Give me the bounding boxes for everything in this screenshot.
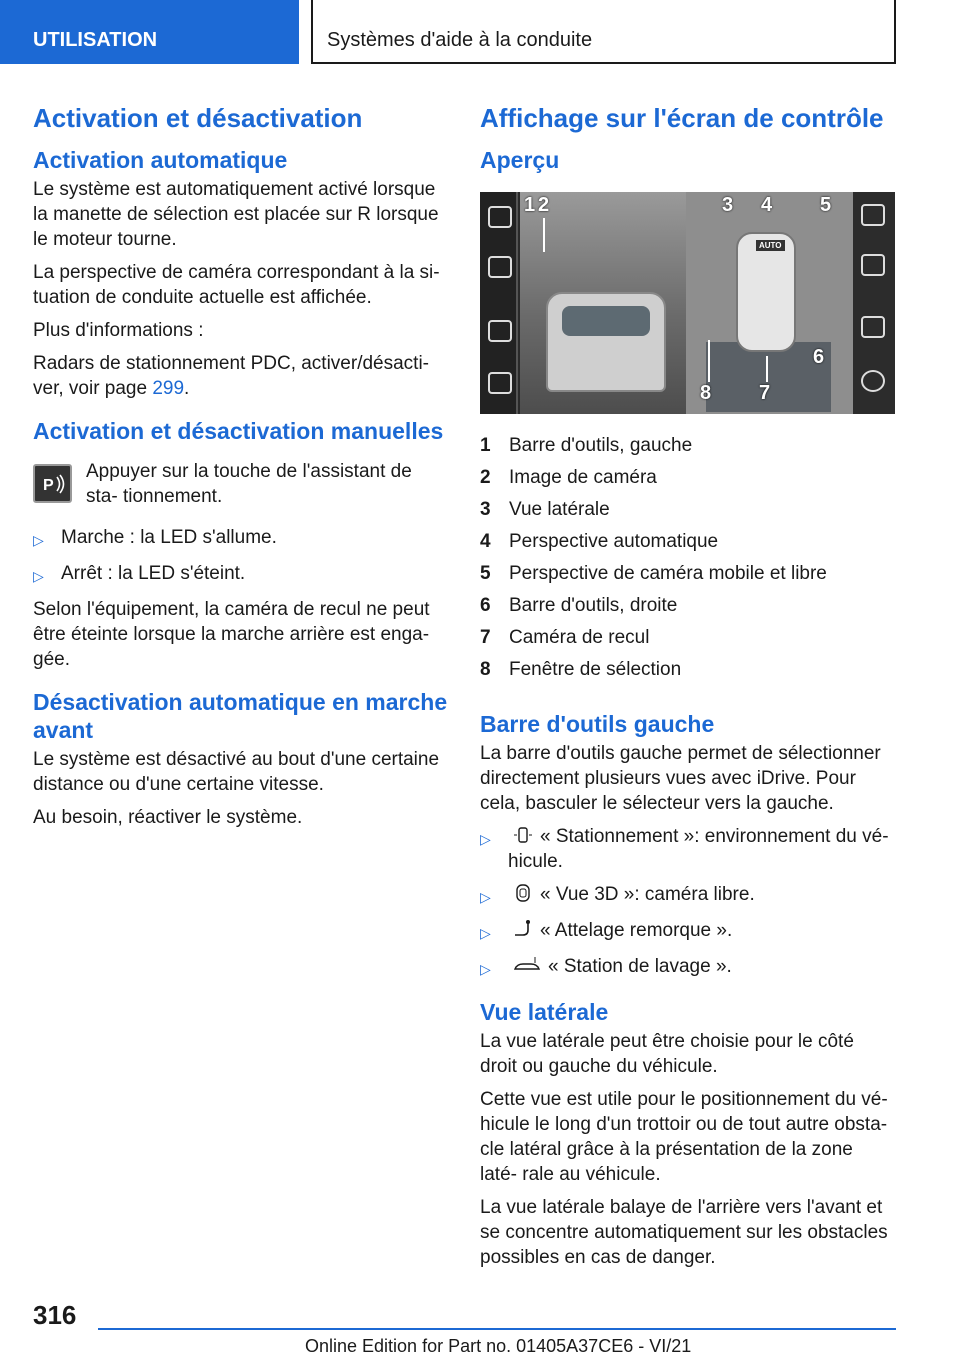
callout-1: 1 [524, 194, 536, 216]
bullet-triangle-icon: ▷ [33, 568, 44, 584]
auto-paragraph-4 [33, 351, 448, 401]
parking-key-text: Appuyer sur la touche de l'assistant de sta- tionnement. [86, 461, 412, 507]
page-number: 316 [33, 1300, 77, 1330]
footer-edition: Online Edition for Part no. 01405A37CE6 - VI/21 [305, 1336, 692, 1356]
heading-activation: Activation et désactivation [33, 103, 363, 133]
callout-3: 3 [722, 194, 734, 216]
legend-item [480, 654, 895, 686]
legend-number: 1 [480, 435, 491, 456]
legend-item [480, 590, 895, 622]
legend-item [480, 526, 895, 558]
legend-item [480, 462, 895, 494]
toolbar-bullet-carwash [480, 954, 895, 982]
page-link-299[interactable]: 299 [152, 378, 185, 399]
car-wash-icon [488, 206, 512, 228]
legend-text: Perspective automatique [509, 531, 719, 552]
figure-right-toolbar [853, 192, 895, 414]
figure-top-view [686, 192, 853, 414]
callout-8: 8 [700, 382, 712, 404]
heading-control-display: Affichage sur l'écran de contrôle [480, 103, 884, 133]
footer-divider [98, 1328, 896, 1330]
bullet-triangle-icon: ▷ [480, 925, 491, 941]
toolbar-bullet-parking [480, 824, 895, 874]
toolbar-bullet-text: « Vue 3D »: caméra libre. [540, 884, 755, 905]
legend-text: Fenêtre de sélection [509, 659, 682, 680]
legend-text: Barre d'outils, gauche [509, 435, 693, 456]
manual-paragraph: Selon l'équipement, la caméra de recul ne peut être éteinte lorsque la marche arrière est enga- gée. [33, 599, 430, 670]
svg-text:P: P [42, 476, 54, 494]
header-section-title: Systèmes d'aide à la conduite [311, 0, 896, 64]
toolbar-bullet-trailer [480, 918, 895, 946]
legend-number: 5 [480, 563, 491, 584]
car-wash-icon [512, 955, 542, 975]
bullet-triangle-icon: ▷ [480, 831, 491, 847]
side-paragraph-1: La vue latérale peut être choisie pour le côté droit ou gauche du véhicule. [480, 1031, 854, 1077]
bullet-on-text: Marche : la LED s'allume. [61, 527, 277, 548]
parking-icon [861, 204, 885, 226]
legend-number: 2 [480, 467, 491, 488]
toolbar-bullet-text: « Attelage remorque ». [540, 920, 733, 941]
auto-paragraph-4-text: Radars de stationnement PDC, activer/désacti- ver, voir page [33, 353, 430, 399]
legend-item [480, 494, 895, 526]
legend-text: Barre d'outils, droite [509, 595, 678, 616]
heading-manual-activation: Activation et désactivation manuelles [33, 418, 444, 444]
parking-view-icon [512, 825, 534, 845]
forward-paragraph-1: Le système est désactivé au bout d'une certaine distance ou d'une certaine vitesse. [33, 749, 440, 795]
legend-number: 3 [480, 499, 491, 520]
legend-item [480, 430, 895, 462]
heading-auto-activation: Activation automatique [33, 147, 288, 173]
3d-view-icon [488, 320, 512, 342]
left-column [33, 100, 448, 838]
trailer-hitch-icon [512, 919, 534, 939]
heading-overview: Aperçu [480, 147, 560, 173]
figure-auto-badge: AUTO [756, 240, 785, 251]
figure-legend [480, 430, 895, 686]
auto-paragraph-2: La perspective de caméra correspondant à la si- tuation de conduite actuelle est affichée. [33, 262, 440, 308]
side-paragraph-3: La vue latérale balaye de l'arrière vers l'avant et se concentre automatiquement sur les obstacles possibles en cas de danger. [480, 1197, 888, 1268]
legend-number: 4 [480, 531, 491, 552]
parking-key-row [33, 459, 448, 509]
side-paragraph-2: Cette vue est utile pour le positionnement du vé- hicule le long d'un trottoir ou de tout autre obsta- cle latéral grâce à la présentation de la zone laté- rale au véhicule. [480, 1089, 888, 1185]
forward-paragraph-2: Au besoin, réactiver le système. [33, 807, 303, 828]
callout-4: 4 [761, 194, 773, 216]
toolbar-bullet-text: « Stationnement »: environnement du vé- hicule. [508, 826, 889, 872]
bullet-off-text: Arrêt : la LED s'éteint. [61, 563, 246, 584]
bullet-off [33, 561, 448, 589]
legend-text: Perspective de caméra mobile et libre [509, 563, 827, 584]
heading-forward-deactivation: Désactivation automatique en marche avant [33, 689, 448, 743]
toolbar-bullet-text: « Station de lavage ». [548, 956, 732, 977]
auto-paragraph-1: Le système est automatiquement activé lorsque la manette de sélection est placée sur R lorsque le moteur tourne. [33, 179, 439, 250]
legend-text: Image de caméra [509, 467, 657, 488]
figure-left-toolbar [480, 192, 518, 414]
bullet-on [33, 525, 448, 553]
bullet-triangle-icon: ▷ [33, 532, 44, 548]
control-display-figure [480, 192, 895, 414]
legend-item [480, 558, 895, 590]
toolbar-bullet-3d [480, 882, 895, 910]
heading-side-view: Vue latérale [480, 999, 609, 1025]
header-chapter-tab: UTILISATION [0, 0, 299, 64]
legend-number: 6 [480, 595, 491, 616]
gear-icon [861, 370, 885, 392]
legend-text: Caméra de recul [509, 627, 650, 648]
legend-number: 8 [480, 659, 491, 680]
3d-view-icon [512, 883, 534, 903]
callout-6: 6 [813, 346, 825, 368]
callout-2: 2 [538, 194, 550, 216]
figure-car-rear [546, 292, 666, 392]
legend-number: 7 [480, 627, 491, 648]
legend-item [480, 622, 895, 654]
car-side-icon [861, 254, 885, 276]
legend-text: Vue latérale [509, 499, 610, 520]
trailer-hitch-icon [488, 372, 512, 394]
heading-left-toolbar: Barre d'outils gauche [480, 711, 715, 737]
auto-paragraph-4-end: . [184, 378, 190, 399]
parking-view-icon [488, 256, 512, 278]
callout-7: 7 [759, 382, 771, 404]
right-column [480, 100, 895, 1278]
bullet-triangle-icon: ▷ [480, 961, 491, 977]
auto-paragraph-3: Plus d'informations : [33, 320, 204, 341]
camera-settings-icon [861, 316, 885, 338]
callout-5: 5 [820, 194, 832, 216]
bullet-triangle-icon: ▷ [480, 889, 491, 905]
parking-assistant-key-icon [33, 464, 72, 503]
toolbar-paragraph: La barre d'outils gauche permet de sélectionner directement plusieurs vues avec iDrive. Pour cela, basculer le sélecteur vers la gauche. [480, 743, 881, 814]
